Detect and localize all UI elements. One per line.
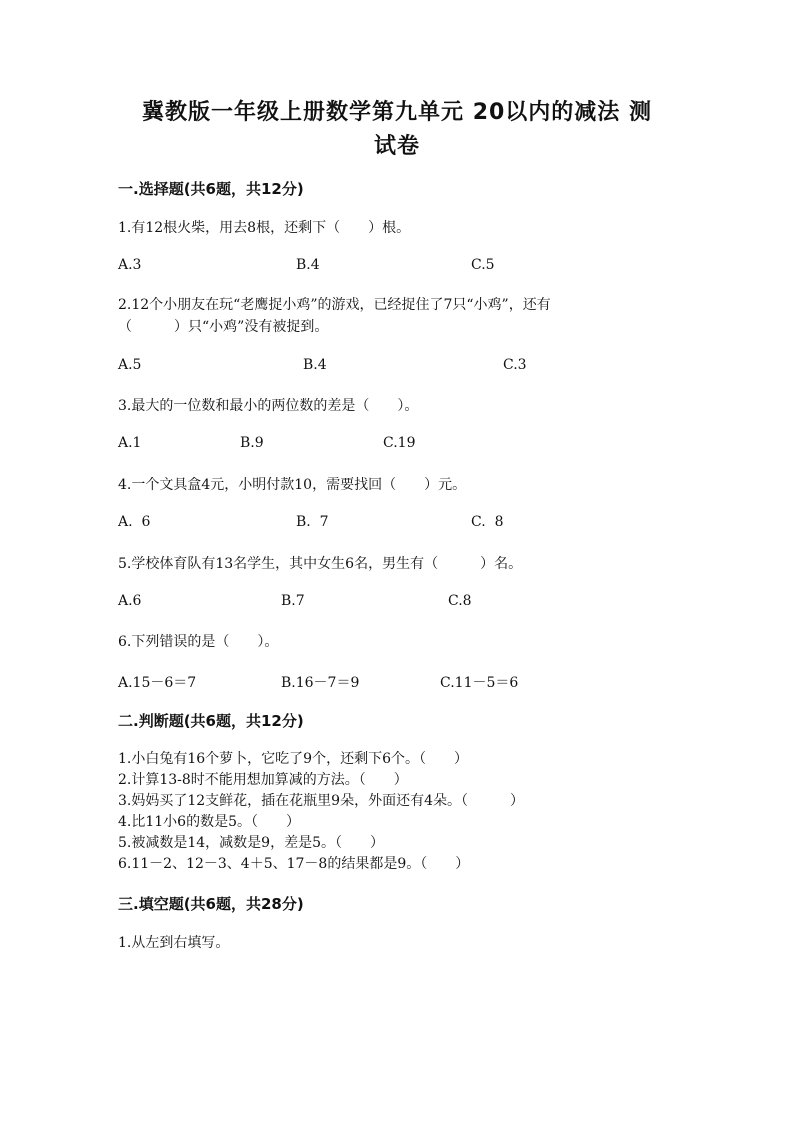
section-heading-fill: 三.填空题(共6题，共28分): [118, 895, 304, 913]
option-b: B. 7: [296, 514, 329, 530]
option-a: A.1: [118, 435, 142, 451]
option-a: A.5: [118, 357, 142, 373]
title-line-1: 冀教版一年级上册数学第九单元 20以内的减法 测: [142, 100, 652, 125]
option-c: C.5: [471, 257, 495, 273]
question-stem-line-1: 2.12个小朋友在玩“老鹰捉小鸡”的游戏，已经捉住了7只“小鸡”，还有: [118, 297, 551, 313]
section-heading-judge: 二.判断题(共6题，共12分): [118, 712, 304, 730]
question-stem-line-2: （ ）只“小鸡”没有被捉到。: [118, 319, 329, 335]
option-c: C.19: [383, 435, 416, 451]
judge-question: 6.11－2、12－3、4＋5、17－8的结果都是9。（ ）: [118, 856, 470, 872]
option-c: C. 8: [471, 514, 504, 530]
judge-question-list: [118, 749, 678, 875]
question-choice-2: [118, 294, 678, 338]
question-choice-6: [118, 631, 678, 653]
question-choice-3: [118, 395, 678, 417]
question-choice-5: [118, 553, 678, 575]
option-c: C.3: [503, 357, 527, 373]
question-stem: 4.一个文具盒4元，小明付款10，需要找回（ ）元。: [118, 477, 467, 493]
section-heading-choice: 一.选择题(共6题，共12分): [118, 180, 304, 198]
option-c: C.11－5＝6: [440, 675, 519, 691]
option-b: B.9: [240, 435, 264, 451]
option-c: C.8: [448, 593, 472, 609]
judge-question: 5.被减数是14，减数是9，差是5。（ ）: [118, 835, 384, 851]
option-a: A. 6: [118, 514, 151, 530]
option-b: B.4: [296, 257, 320, 273]
question-stem: 1.从左到右填写。: [118, 935, 230, 951]
question-stem: 6.下列错误的是（ ）。: [118, 634, 279, 650]
option-a: A.15－6＝7: [118, 675, 197, 691]
option-a: A.6: [118, 593, 142, 609]
page-title: [110, 96, 684, 164]
question-choice-4: [118, 474, 678, 496]
judge-question: 4.比11小6的数是5。（ ）: [118, 814, 300, 830]
question-stem: 5.学校体育队有13名学生，其中女生6名，男生有（ ）名。: [118, 556, 523, 572]
option-b: B.16－7＝9: [281, 675, 360, 691]
question-stem: 3.最大的一位数和最小的两位数的差是（ ）。: [118, 398, 419, 414]
option-b: B.7: [281, 593, 305, 609]
question-stem: 1.有12根火柴，用去8根，还剩下（ ）根。: [118, 220, 411, 236]
question-fill-1: [118, 932, 678, 954]
option-a: A.3: [118, 257, 142, 273]
judge-question: 3.妈妈买了12支鲜花，插在花瓶里9朵，外面还有4朵。（ ）: [118, 793, 524, 809]
option-b: B.4: [303, 357, 327, 373]
question-choice-1: [118, 217, 678, 239]
title-line-2: 试卷: [373, 134, 420, 159]
judge-question: 2.计算13-8时不能用想加算减的方法。（ ）: [118, 772, 408, 788]
judge-question: 1.小白兔有16个萝卜，它吃了9个，还剩下6个。（ ）: [118, 751, 468, 767]
